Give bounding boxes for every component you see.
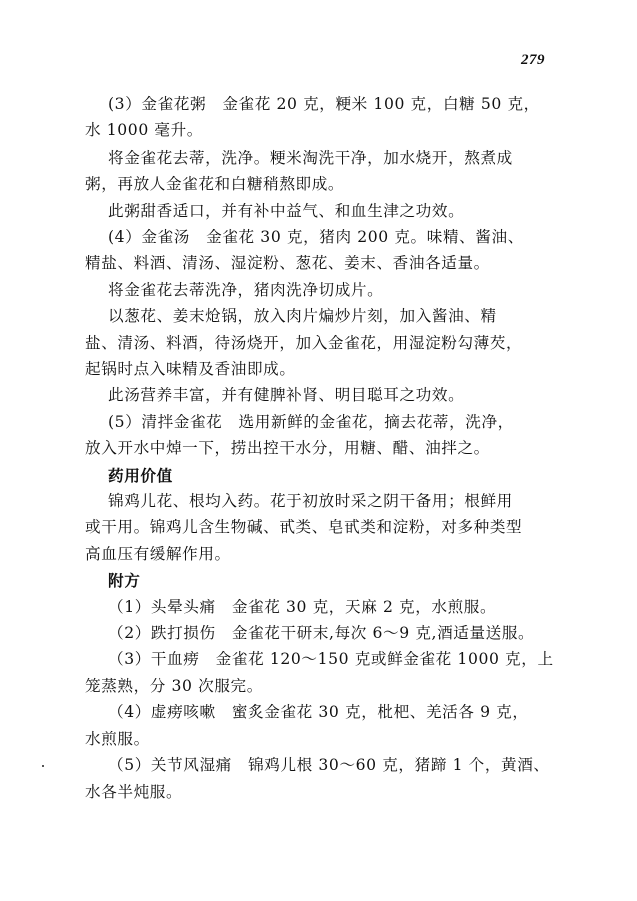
text-line: (3）金雀花粥 金雀花 20 克，粳米 100 克，白糖 50 克，	[108, 95, 540, 113]
text-line: 锦鸡儿花、根均入药。花于初放时采之阴干备用；根鲜用	[108, 492, 513, 510]
text-line: (4）金雀汤 金雀花 30 克，猪肉 200 克。味精、酱油、	[108, 228, 524, 246]
text-line: 或干用。锦鸡儿含生物碱、甙类、皂甙类和淀粉，对多种类型	[85, 518, 523, 536]
text-line: 将金雀花去蒂洗净，猪肉洗净切成片。	[108, 281, 384, 299]
section-heading: 药用价值	[108, 466, 173, 485]
text-line: 以葱花、姜末炝锅，放入肉片煸炒片刻，加入酱油、精	[108, 307, 497, 325]
text-line: （4）虚痨咳嗽 蜜炙金雀花 30 克，枇杷、羌活各 9 克，	[108, 703, 529, 721]
text-line: （5）关节风湿痛 锦鸡儿根 30～60 克，猪蹄 1 个，黄酒、	[108, 756, 550, 774]
text-line: 将金雀花去蒂，洗净。粳米淘洗干净，加水烧开，熬煮成	[108, 149, 513, 167]
text-line: 粥，再放人金雀花和白糖稍熬即成。	[85, 175, 345, 193]
text-line: 水煎服。	[85, 730, 150, 748]
stray-mark	[42, 765, 44, 767]
text-line: （3）干血痨 金雀花 120～150 克或鲜金雀花 1000 克，上	[108, 650, 554, 668]
text-line: (5）清拌金雀花 选用新鲜的金雀花，摘去花蒂，洗净，	[108, 413, 514, 431]
text-line: 高血压有缓解作用。	[85, 545, 231, 563]
text-line: 笼蒸熟，分 30 次服完。	[85, 677, 263, 695]
section-heading: 附方	[108, 571, 141, 590]
text-line: 水 1000 毫升。	[85, 121, 203, 139]
text-line: （2）跌打损伤 金雀花干研末,每次 6～9 克,酒适量送服。	[108, 624, 535, 642]
text-line: 水各半炖服。	[85, 783, 183, 801]
text-line: 放入开水中焯一下，捞出控干水分，用糖、醋、油拌之。	[85, 439, 490, 457]
text-line: 起锅时点入味精及香油即成。	[85, 360, 296, 378]
text-line: 精盐、料酒、清汤、湿淀粉、葱花、姜末、香油各适量。	[85, 254, 490, 272]
page-number: 279	[521, 52, 545, 68]
text-line: （1）头晕头痛 金雀花 30 克，天麻 2 克，水煎服。	[108, 598, 497, 616]
text-line: 盐、清汤、料酒，待汤烧开，加入金雀花，用湿淀粉勾薄芡，	[85, 334, 523, 352]
text-line: 此汤营养丰富，并有健脾补肾、明目聪耳之功效。	[108, 386, 465, 404]
text-line: 此粥甜香适口，并有补中益气、和血生津之功效。	[108, 202, 465, 220]
